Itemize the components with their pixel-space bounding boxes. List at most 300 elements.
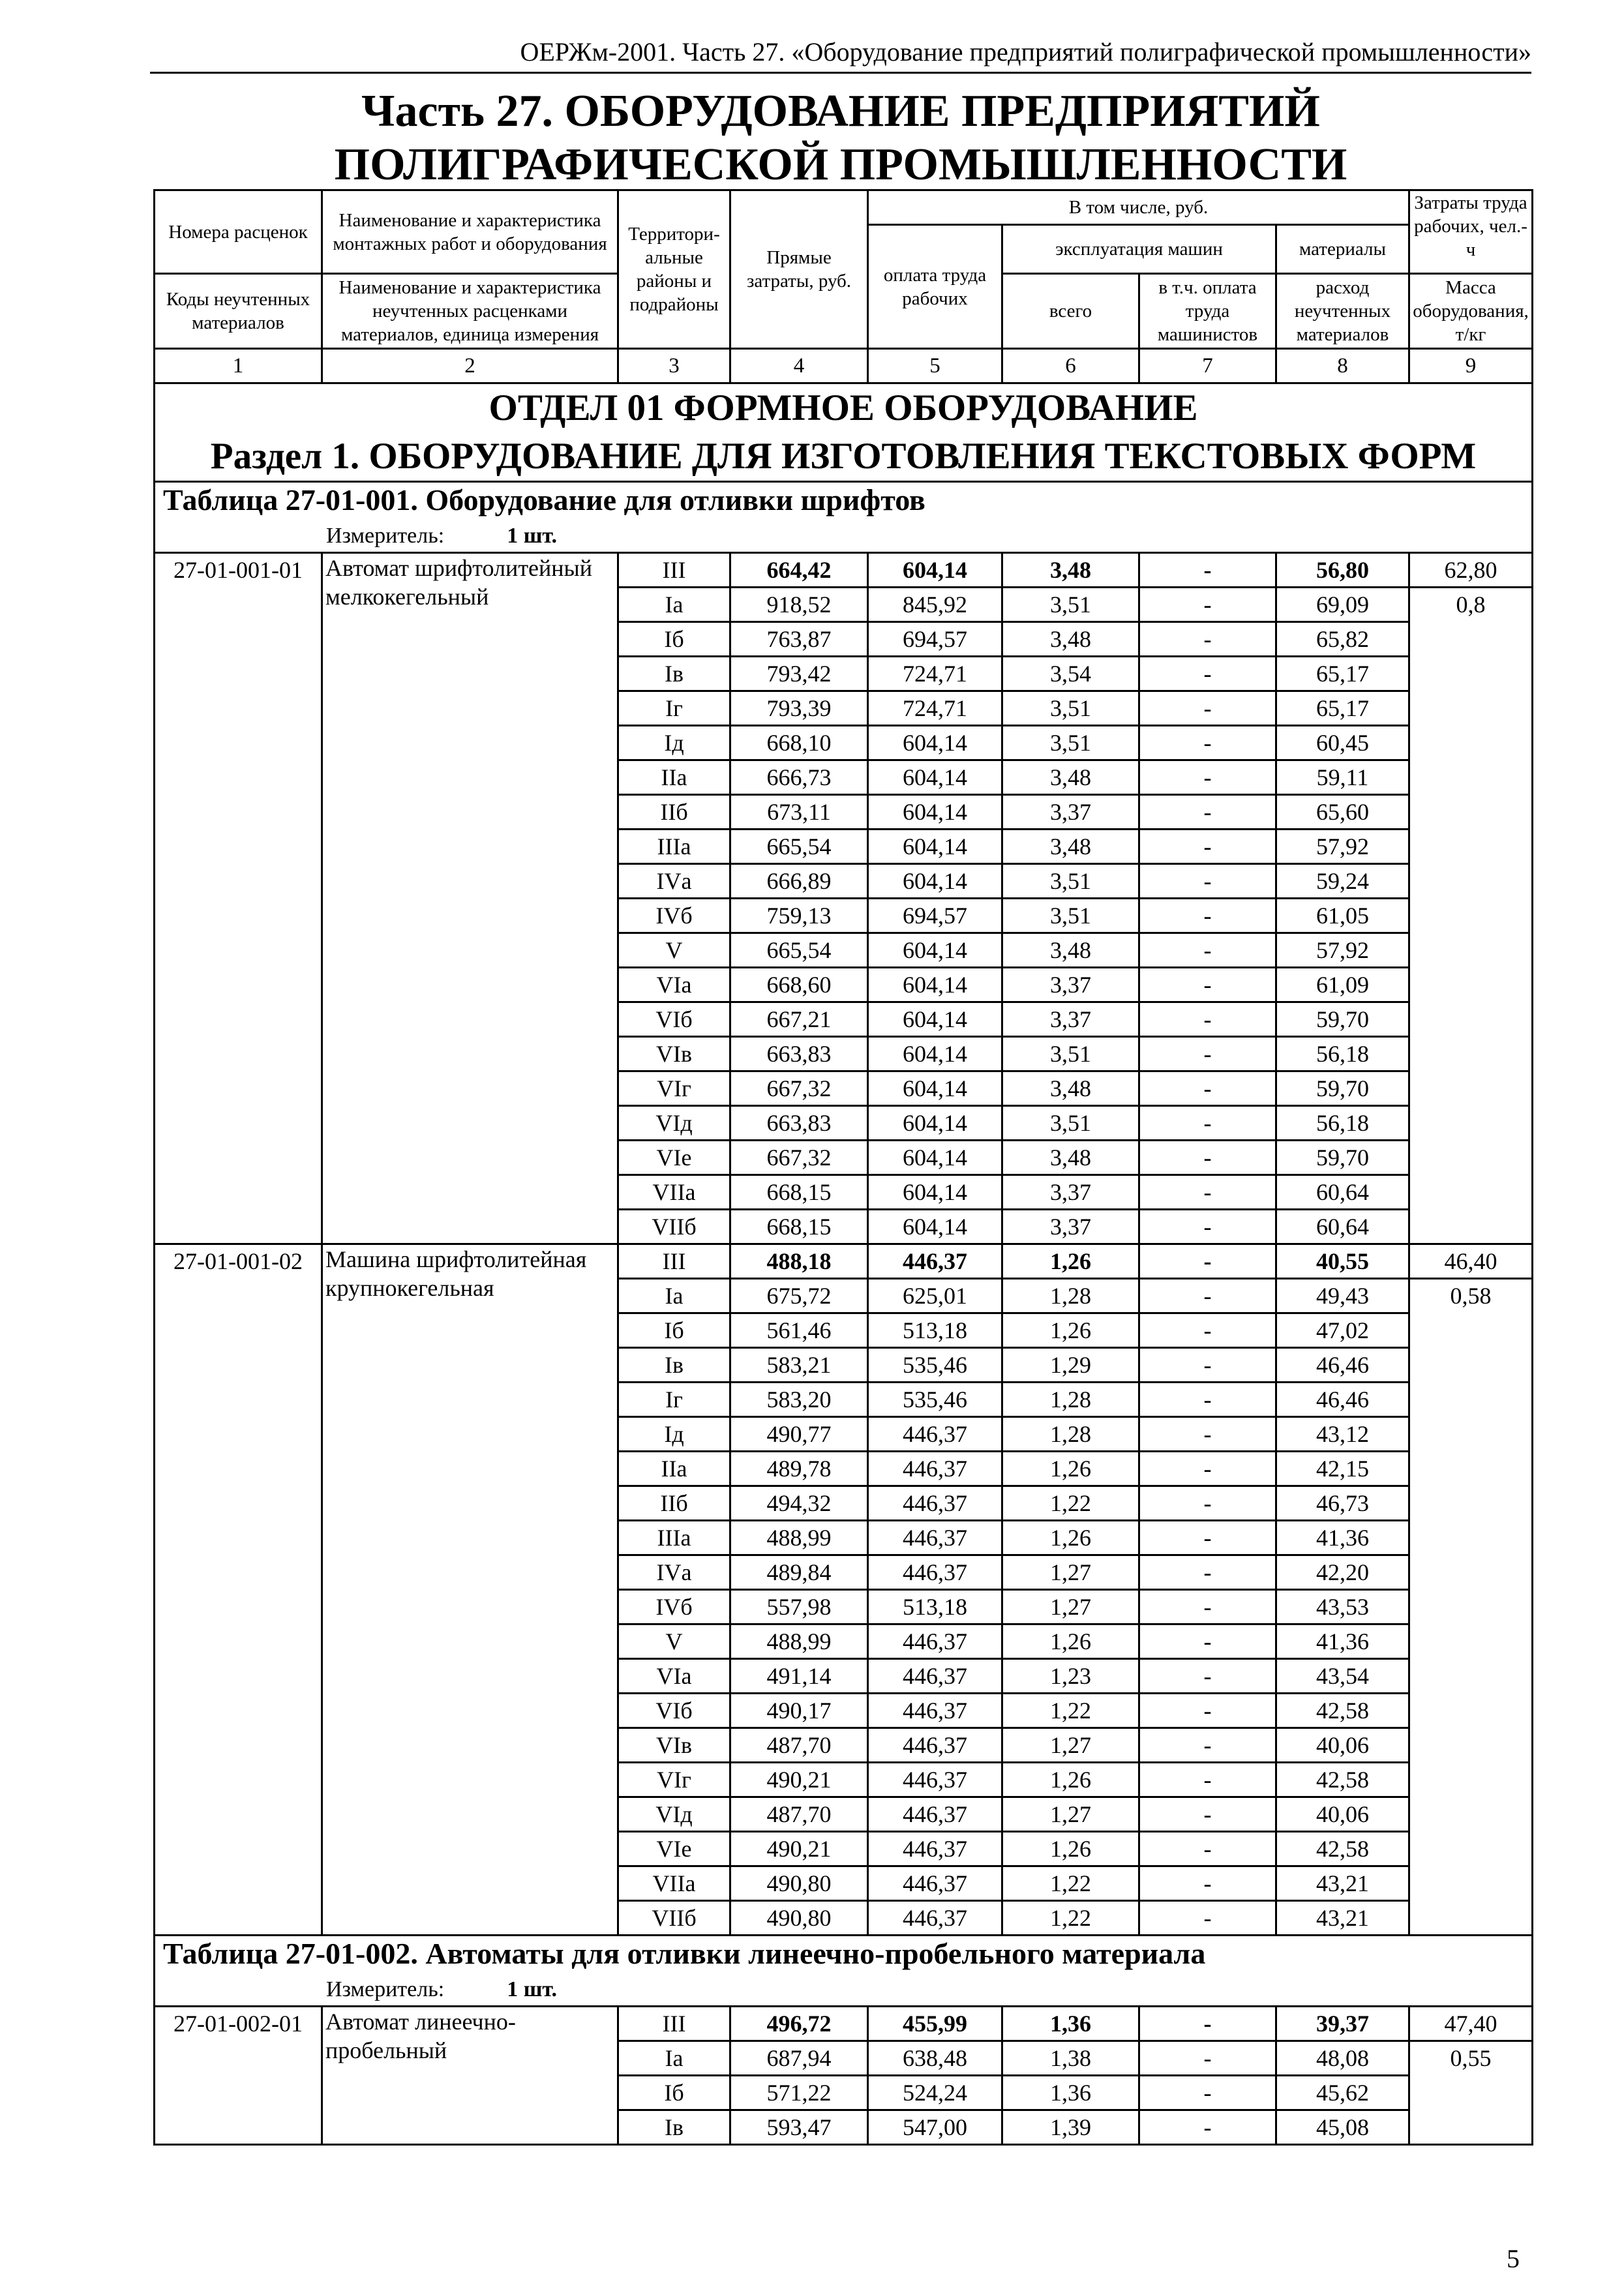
labor-pay-cell: 535,46 [868, 1383, 1002, 1417]
machines-total-cell: 1,29 [1002, 1348, 1139, 1383]
table-title: Таблица 27-01-002. Автоматы для отливки линеечно-пробельного материала [155, 1936, 1533, 1975]
labor-pay-cell: 604,14 [868, 760, 1002, 795]
materials-cell: 56,18 [1276, 1037, 1409, 1071]
territory-cell: VIд [618, 1797, 730, 1832]
header-col6: всего [1002, 274, 1139, 349]
machines-total-cell: 1,28 [1002, 1279, 1139, 1313]
machines-total-cell: 1,22 [1002, 1901, 1139, 1936]
part-title-line2: ПОЛИГРАФИЧЕСКОЙ ПРОМЫШЛЕННОСТИ [334, 140, 1347, 190]
direct-cost-cell: 571,22 [730, 2076, 868, 2110]
machinists-pay-cell: - [1139, 1002, 1276, 1037]
territory-cell: IIб [618, 795, 730, 830]
territory-cell: IIIа [618, 1521, 730, 1555]
territory-cell: VIе [618, 1832, 730, 1866]
machines-total-cell: 1,26 [1002, 1452, 1139, 1486]
labor-pay-cell: 446,37 [868, 1728, 1002, 1763]
direct-cost-cell: 793,39 [730, 691, 868, 726]
direct-cost-cell: 490,21 [730, 1832, 868, 1866]
territory-cell: VIд [618, 1106, 730, 1141]
equipment-mass-cell: 0,8 [1409, 588, 1533, 1244]
machinists-pay-cell: - [1139, 657, 1276, 691]
measure-row [155, 1974, 1533, 2007]
territory-cell: IVб [618, 899, 730, 933]
territory-cell: VIг [618, 1071, 730, 1106]
header-col4: Прямые затраты, руб. [730, 190, 868, 349]
territory-cell: Iд [618, 1417, 730, 1452]
table-title: Таблица 27-01-001. Оборудование для отливки шрифтов [155, 482, 1533, 521]
running-header: ОЕРЖм-2001. Часть 27. «Оборудование предприятий полиграфической промышленности» [150, 37, 1531, 74]
header-col1-bottom: Коды неучтенных материалов [155, 274, 322, 349]
materials-cell: 41,36 [1276, 1521, 1409, 1555]
rate-code: 27-01-001-02 [155, 1244, 322, 1936]
header-included: В том числе, руб. [868, 190, 1409, 225]
materials-cell: 56,80 [1276, 553, 1409, 588]
materials-cell: 59,70 [1276, 1071, 1409, 1106]
labor-pay-cell: 724,71 [868, 691, 1002, 726]
machines-total-cell: 3,51 [1002, 726, 1139, 760]
materials-cell: 48,08 [1276, 2041, 1409, 2076]
machines-total-cell: 3,51 [1002, 1037, 1139, 1071]
direct-cost-cell: 667,21 [730, 1002, 868, 1037]
materials-cell: 65,82 [1276, 622, 1409, 657]
territory-cell: V [618, 933, 730, 968]
machinists-pay-cell: - [1139, 899, 1276, 933]
territory-cell: VIб [618, 1694, 730, 1728]
materials-cell: 41,36 [1276, 1624, 1409, 1659]
machinists-pay-cell: - [1139, 968, 1276, 1002]
direct-cost-cell: 668,15 [730, 1210, 868, 1244]
machines-total-cell: 1,26 [1002, 1521, 1139, 1555]
materials-cell: 61,05 [1276, 899, 1409, 933]
machinists-pay-cell: - [1139, 1141, 1276, 1175]
machinists-pay-cell: - [1139, 622, 1276, 657]
machinists-pay-cell: - [1139, 726, 1276, 760]
machines-total-cell: 3,37 [1002, 1175, 1139, 1210]
machinists-pay-cell: - [1139, 830, 1276, 864]
machines-total-cell: 3,48 [1002, 1141, 1139, 1175]
materials-cell: 59,24 [1276, 864, 1409, 899]
machines-total-cell: 1,26 [1002, 1832, 1139, 1866]
machines-total-cell: 3,48 [1002, 830, 1139, 864]
header-col2-top: Наименование и характеристика монтажных работ и оборудования [322, 190, 618, 274]
direct-cost-cell: 489,84 [730, 1555, 868, 1590]
labor-pay-cell: 604,14 [868, 968, 1002, 1002]
machinists-pay-cell: - [1139, 1486, 1276, 1521]
direct-cost-cell: 490,80 [730, 1901, 868, 1936]
labor-pay-cell: 604,14 [868, 1037, 1002, 1071]
machines-total-cell: 3,48 [1002, 622, 1139, 657]
materials-cell: 43,21 [1276, 1901, 1409, 1936]
direct-cost-cell: 668,10 [730, 726, 868, 760]
territory-cell: VIв [618, 1037, 730, 1071]
territory-cell: IVа [618, 864, 730, 899]
materials-cell: 46,73 [1276, 1486, 1409, 1521]
machinists-pay-cell: - [1139, 1279, 1276, 1313]
territory-cell: VIб [618, 1002, 730, 1037]
machines-total-cell: 1,22 [1002, 1694, 1139, 1728]
territory-cell: III [618, 2007, 730, 2041]
labor-pay-cell: 446,37 [868, 1417, 1002, 1452]
column-number: 1 [155, 349, 322, 383]
labor-pay-cell: 446,37 [868, 1694, 1002, 1728]
table-title-row [155, 1936, 1533, 1975]
materials-cell: 57,92 [1276, 830, 1409, 864]
equipment-name: Автомат линеечно-пробельный [322, 2007, 618, 2145]
table-row [155, 553, 1533, 588]
labor-pay-cell: 604,14 [868, 1141, 1002, 1175]
direct-cost-cell: 490,17 [730, 1694, 868, 1728]
machinists-pay-cell: - [1139, 1417, 1276, 1452]
machinists-pay-cell: - [1139, 1555, 1276, 1590]
machinists-pay-cell: - [1139, 588, 1276, 622]
direct-cost-cell: 673,11 [730, 795, 868, 830]
department-title: ОТДЕЛ 01 ФОРМНОЕ ОБОРУДОВАНИЕ [489, 387, 1198, 428]
measure-value: 1 шт. [507, 524, 558, 548]
direct-cost-cell: 557,98 [730, 1590, 868, 1624]
machinists-pay-cell: - [1139, 760, 1276, 795]
materials-cell: 42,58 [1276, 1694, 1409, 1728]
machines-total-cell: 1,27 [1002, 1590, 1139, 1624]
materials-cell: 43,21 [1276, 1866, 1409, 1901]
direct-cost-cell: 675,72 [730, 1279, 868, 1313]
machines-total-cell: 1,28 [1002, 1383, 1139, 1417]
labor-pay-cell: 446,37 [868, 1486, 1002, 1521]
machines-total-cell: 1,26 [1002, 1244, 1139, 1279]
column-number: 9 [1409, 349, 1533, 383]
labor-pay-cell: 446,37 [868, 1797, 1002, 1832]
machinists-pay-cell: - [1139, 2110, 1276, 2145]
materials-cell: 60,45 [1276, 726, 1409, 760]
section-title: Раздел 1. ОБОРУДОВАНИЕ ДЛЯ ИЗГОТОВЛЕНИЯ ТЕКСТОВЫХ ФОРМ [210, 436, 1477, 477]
header-col9-bottom: Масса оборудования, т/кг [1409, 274, 1533, 349]
direct-cost-cell: 665,54 [730, 933, 868, 968]
header-col9-top: Затраты труда рабочих, чел.-ч [1409, 190, 1533, 274]
direct-cost-cell: 667,32 [730, 1141, 868, 1175]
header-col1-top: Номера расценок [155, 190, 322, 274]
machines-total-cell: 3,51 [1002, 899, 1139, 933]
materials-cell: 65,17 [1276, 657, 1409, 691]
direct-cost-cell: 490,80 [730, 1866, 868, 1901]
header-col8: расход неучтенных материалов [1276, 274, 1409, 349]
machines-total-cell: 1,26 [1002, 1624, 1139, 1659]
materials-cell: 69,09 [1276, 588, 1409, 622]
machines-total-cell: 3,51 [1002, 1106, 1139, 1141]
machines-total-cell: 1,23 [1002, 1659, 1139, 1694]
machinists-pay-cell: - [1139, 864, 1276, 899]
equipment-mass-cell: 0,58 [1409, 1279, 1533, 1936]
labor-hours-cell: 47,40 [1409, 2007, 1533, 2041]
materials-cell: 61,09 [1276, 968, 1409, 1002]
labor-pay-cell: 694,57 [868, 899, 1002, 933]
territory-cell: IVа [618, 1555, 730, 1590]
territory-cell: Iа [618, 588, 730, 622]
column-number: 2 [322, 349, 618, 383]
materials-cell: 40,06 [1276, 1797, 1409, 1832]
direct-cost-cell: 665,54 [730, 830, 868, 864]
territory-cell: IIIа [618, 830, 730, 864]
machinists-pay-cell: - [1139, 2076, 1276, 2110]
column-number: 5 [868, 349, 1002, 383]
labor-pay-cell: 638,48 [868, 2041, 1002, 2076]
materials-cell: 40,06 [1276, 1728, 1409, 1763]
direct-cost-cell: 494,32 [730, 1486, 868, 1521]
section-heading [155, 383, 1533, 482]
territory-cell: Iа [618, 1279, 730, 1313]
header-col5: оплата труда рабочих [868, 225, 1002, 349]
direct-cost-cell: 583,20 [730, 1383, 868, 1417]
machines-total-cell: 1,28 [1002, 1417, 1139, 1452]
machines-total-cell: 3,48 [1002, 760, 1139, 795]
labor-pay-cell: 604,14 [868, 933, 1002, 968]
direct-cost-cell: 489,78 [730, 1452, 868, 1486]
labor-pay-cell: 455,99 [868, 2007, 1002, 2041]
machines-total-cell: 3,48 [1002, 553, 1139, 588]
territory-cell: IVб [618, 1590, 730, 1624]
labor-pay-cell: 446,37 [868, 1521, 1002, 1555]
labor-pay-cell: 547,00 [868, 2110, 1002, 2145]
territory-cell: VIе [618, 1141, 730, 1175]
materials-cell: 60,64 [1276, 1175, 1409, 1210]
machinists-pay-cell: - [1139, 1797, 1276, 1832]
machines-total-cell: 1,22 [1002, 1866, 1139, 1901]
territory-cell: Iв [618, 1348, 730, 1383]
machinists-pay-cell: - [1139, 1452, 1276, 1486]
machines-total-cell: 1,22 [1002, 1486, 1139, 1521]
column-number: 7 [1139, 349, 1276, 383]
header-col7: в т.ч. оплата труда машинистов [1139, 274, 1276, 349]
column-number: 6 [1002, 349, 1139, 383]
materials-cell: 59,70 [1276, 1141, 1409, 1175]
machinists-pay-cell: - [1139, 2007, 1276, 2041]
machinists-pay-cell: - [1139, 1383, 1276, 1417]
page-number: 5 [1507, 2244, 1520, 2273]
materials-cell: 43,54 [1276, 1659, 1409, 1694]
materials-cell: 46,46 [1276, 1348, 1409, 1383]
labor-pay-cell: 604,14 [868, 1071, 1002, 1106]
table-row [155, 2007, 1533, 2041]
machinists-pay-cell: - [1139, 1348, 1276, 1383]
machines-total-cell: 1,38 [1002, 2041, 1139, 2076]
machines-total-cell: 1,26 [1002, 1313, 1139, 1348]
machines-total-cell: 1,27 [1002, 1728, 1139, 1763]
machines-total-cell: 3,37 [1002, 968, 1139, 1002]
machinists-pay-cell: - [1139, 1901, 1276, 1936]
machines-total-cell: 3,37 [1002, 1210, 1139, 1244]
materials-cell: 40,55 [1276, 1244, 1409, 1279]
machines-total-cell: 1,26 [1002, 1763, 1139, 1797]
measure-row [155, 520, 1533, 553]
direct-cost-cell: 759,13 [730, 899, 868, 933]
territory-cell: IIа [618, 760, 730, 795]
materials-cell: 57,92 [1276, 933, 1409, 968]
machinists-pay-cell: - [1139, 1071, 1276, 1106]
labor-pay-cell: 604,14 [868, 553, 1002, 588]
machinists-pay-cell: - [1139, 1175, 1276, 1210]
materials-cell: 59,70 [1276, 1002, 1409, 1037]
header-materials: материалы [1276, 225, 1409, 274]
labor-hours-cell: 62,80 [1409, 553, 1533, 588]
labor-pay-cell: 604,14 [868, 726, 1002, 760]
labor-pay-cell: 446,37 [868, 1555, 1002, 1590]
direct-cost-cell: 663,83 [730, 1037, 868, 1071]
machinists-pay-cell: - [1139, 1521, 1276, 1555]
machinists-pay-cell: - [1139, 1590, 1276, 1624]
materials-cell: 43,53 [1276, 1590, 1409, 1624]
machines-total-cell: 1,36 [1002, 2076, 1139, 2110]
materials-cell: 65,17 [1276, 691, 1409, 726]
labor-pay-cell: 446,37 [868, 1452, 1002, 1486]
territory-cell: V [618, 1624, 730, 1659]
machinists-pay-cell: - [1139, 933, 1276, 968]
machines-total-cell: 3,48 [1002, 1071, 1139, 1106]
column-number: 3 [618, 349, 730, 383]
territory-cell: Iд [618, 726, 730, 760]
machinists-pay-cell: - [1139, 553, 1276, 588]
machinists-pay-cell: - [1139, 2041, 1276, 2076]
direct-cost-cell: 668,15 [730, 1175, 868, 1210]
machines-total-cell: 3,37 [1002, 1002, 1139, 1037]
territory-cell: Iб [618, 2076, 730, 2110]
machinists-pay-cell: - [1139, 1037, 1276, 1071]
machines-total-cell: 3,51 [1002, 588, 1139, 622]
direct-cost-cell: 918,52 [730, 588, 868, 622]
machinists-pay-cell: - [1139, 1866, 1276, 1901]
machines-total-cell: 1,39 [1002, 2110, 1139, 2145]
machinists-pay-cell: - [1139, 1694, 1276, 1728]
labor-pay-cell: 724,71 [868, 657, 1002, 691]
direct-cost-cell: 593,47 [730, 2110, 868, 2145]
machinists-pay-cell: - [1139, 691, 1276, 726]
territory-cell: Iг [618, 691, 730, 726]
equipment-mass-cell: 0,55 [1409, 2041, 1533, 2145]
direct-cost-cell: 491,14 [730, 1659, 868, 1694]
territory-cell: Iг [618, 1383, 730, 1417]
machines-total-cell: 3,51 [1002, 864, 1139, 899]
header-col2-bottom: Наименование и характеристика неучтенных расценками материалов, единица измерения [322, 274, 618, 349]
direct-cost-cell: 763,87 [730, 622, 868, 657]
territory-cell: Iв [618, 2110, 730, 2145]
labor-pay-cell: 524,24 [868, 2076, 1002, 2110]
territory-cell: VIг [618, 1763, 730, 1797]
direct-cost-cell: 666,89 [730, 864, 868, 899]
direct-cost-cell: 496,72 [730, 2007, 868, 2041]
labor-pay-cell: 446,37 [868, 1866, 1002, 1901]
labor-pay-cell: 513,18 [868, 1590, 1002, 1624]
materials-cell: 45,62 [1276, 2076, 1409, 2110]
measure-label: Измеритель: [326, 1977, 445, 2001]
labor-pay-cell: 604,14 [868, 1175, 1002, 1210]
territory-cell: Iб [618, 622, 730, 657]
machinists-pay-cell: - [1139, 1624, 1276, 1659]
territory-cell: VIв [618, 1728, 730, 1763]
direct-cost-cell: 668,60 [730, 968, 868, 1002]
direct-cost-cell: 561,46 [730, 1313, 868, 1348]
part-title [150, 85, 1531, 192]
direct-cost-cell: 488,99 [730, 1624, 868, 1659]
direct-cost-cell: 487,70 [730, 1728, 868, 1763]
labor-hours-cell: 46,40 [1409, 1244, 1533, 1279]
machinists-pay-cell: - [1139, 1244, 1276, 1279]
machinists-pay-cell: - [1139, 1832, 1276, 1866]
machines-total-cell: 1,36 [1002, 2007, 1139, 2041]
measure [155, 520, 1533, 553]
materials-cell: 60,64 [1276, 1210, 1409, 1244]
labor-pay-cell: 604,14 [868, 864, 1002, 899]
measure-label: Измеритель: [326, 524, 445, 548]
territory-cell: III [618, 553, 730, 588]
direct-cost-cell: 667,32 [730, 1071, 868, 1106]
machines-total-cell: 3,37 [1002, 795, 1139, 830]
direct-cost-cell: 488,99 [730, 1521, 868, 1555]
header-exploitation: эксплуатация машин [1002, 225, 1276, 274]
labor-pay-cell: 446,37 [868, 1763, 1002, 1797]
machinists-pay-cell: - [1139, 1106, 1276, 1141]
labor-pay-cell: 845,92 [868, 588, 1002, 622]
materials-cell: 49,43 [1276, 1279, 1409, 1313]
labor-pay-cell: 446,37 [868, 1659, 1002, 1694]
direct-cost-cell: 490,77 [730, 1417, 868, 1452]
equipment-name: Автомат шрифтолитейный мелкокегельный [322, 553, 618, 1244]
labor-pay-cell: 604,14 [868, 1002, 1002, 1037]
materials-cell: 65,60 [1276, 795, 1409, 830]
labor-pay-cell: 604,14 [868, 795, 1002, 830]
materials-cell: 47,02 [1276, 1313, 1409, 1348]
labor-pay-cell: 604,14 [868, 1106, 1002, 1141]
territory-cell: VIа [618, 1659, 730, 1694]
materials-cell: 46,46 [1276, 1383, 1409, 1417]
labor-pay-cell: 446,37 [868, 1901, 1002, 1936]
direct-cost-cell: 793,42 [730, 657, 868, 691]
direct-cost-cell: 687,94 [730, 2041, 868, 2076]
materials-cell: 42,15 [1276, 1452, 1409, 1486]
territory-cell: Iа [618, 2041, 730, 2076]
rates-table [153, 189, 1533, 2146]
direct-cost-cell: 583,21 [730, 1348, 868, 1383]
territory-cell: VIIб [618, 1901, 730, 1936]
materials-cell: 56,18 [1276, 1106, 1409, 1141]
direct-cost-cell: 488,18 [730, 1244, 868, 1279]
territory-cell: IIб [618, 1486, 730, 1521]
labor-pay-cell: 513,18 [868, 1313, 1002, 1348]
labor-pay-cell: 604,14 [868, 1210, 1002, 1244]
machines-total-cell: 1,27 [1002, 1555, 1139, 1590]
measure-value: 1 шт. [507, 1977, 558, 2001]
equipment-name: Машина шрифтолитейная крупнокегельная [322, 1244, 618, 1936]
measure [155, 1974, 1533, 2007]
labor-pay-cell: 694,57 [868, 622, 1002, 657]
territory-cell: VIа [618, 968, 730, 1002]
direct-cost-cell: 490,21 [730, 1763, 868, 1797]
territory-cell: VIIа [618, 1866, 730, 1901]
territory-cell: III [618, 1244, 730, 1279]
direct-cost-cell: 487,70 [730, 1797, 868, 1832]
materials-cell: 39,37 [1276, 2007, 1409, 2041]
materials-cell: 43,12 [1276, 1417, 1409, 1452]
rate-code: 27-01-001-01 [155, 553, 322, 1244]
labor-pay-cell: 604,14 [868, 830, 1002, 864]
column-number: 4 [730, 349, 868, 383]
table-row [155, 1244, 1533, 1279]
rate-code: 27-01-002-01 [155, 2007, 322, 2145]
header-col3: Территориальные районы и подрайоны [618, 190, 730, 349]
territory-cell: VIIа [618, 1175, 730, 1210]
direct-cost-cell: 666,73 [730, 760, 868, 795]
machines-total-cell: 3,51 [1002, 691, 1139, 726]
labor-pay-cell: 446,37 [868, 1624, 1002, 1659]
labor-pay-cell: 446,37 [868, 1244, 1002, 1279]
machinists-pay-cell: - [1139, 795, 1276, 830]
machines-total-cell: 1,27 [1002, 1797, 1139, 1832]
